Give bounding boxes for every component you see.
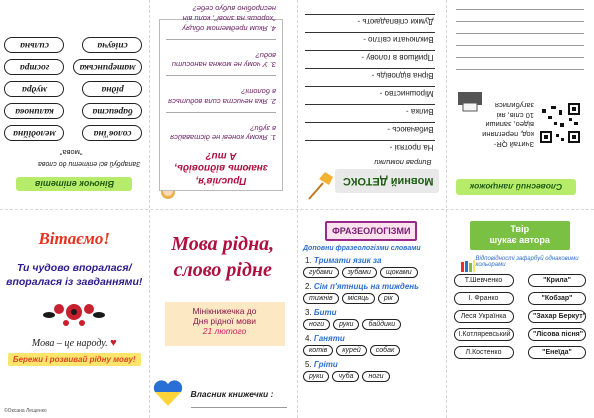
author-work-row xyxy=(446,274,594,287)
author-pill[interactable]: І. Франко xyxy=(454,292,514,305)
welcome-text: Ти чудово впоралася/ впоралася із завданнями! xyxy=(6,262,143,288)
proverbs-question: 4. Яким предметом обіцяу "хорошь на злові", коли він неспробіно вибуо себе? xyxy=(182,4,276,33)
minibook-line: Дня рідної мови xyxy=(193,316,256,327)
answer-lines xyxy=(456,7,584,79)
epithet-pill[interactable]: рідна xyxy=(83,81,143,97)
author-pill[interactable]: Леся Українка xyxy=(454,310,514,323)
proverbs-title-line: А ти? xyxy=(205,150,237,161)
idiom-question: Сім п'ятниць на тиждень xyxy=(313,282,419,291)
cover-title xyxy=(149,231,298,283)
answer-line[interactable] xyxy=(166,39,276,46)
idiom-option[interactable]: собак xyxy=(370,345,401,356)
proverbs-question: 3. У чому не можна наносити води? xyxy=(171,50,276,70)
idiom-item xyxy=(305,282,446,291)
idiom-number: 2. xyxy=(305,282,312,291)
proverbs-title-line: знають відповідь, xyxy=(174,162,268,174)
epithet-pill[interactable]: материнська xyxy=(73,59,143,75)
cover-title-line: Мова рідна, xyxy=(171,233,275,255)
panel-welcome xyxy=(0,209,149,418)
idiom-option[interactable]: щоками xyxy=(380,267,418,278)
flower-ornament-icon xyxy=(39,295,109,329)
idiom-options xyxy=(303,267,446,278)
minibook-label xyxy=(165,302,285,346)
qr-instruction-line: 10 слів, які xyxy=(496,110,534,120)
epithet-row xyxy=(5,103,143,119)
welcome-call: Бережи і розвивай рідну мову! xyxy=(8,353,141,366)
epithet-row xyxy=(5,125,143,141)
epithet-row xyxy=(5,37,143,53)
detox-item[interactable]: Думки співпадають - xyxy=(306,14,436,29)
idiom-question: Ганяти xyxy=(313,334,345,343)
idioms-title: ФРАЗЕОЛОГІЗМИ xyxy=(325,221,417,241)
panel-cover xyxy=(149,209,298,418)
ballot-box-icon xyxy=(456,91,484,113)
work-pill[interactable]: "Крила" xyxy=(528,274,586,287)
idiom-number: 5. xyxy=(305,360,312,369)
idiom-options xyxy=(303,345,446,356)
proverbs-question: 1. Якому коневі не діставайся в зуби? xyxy=(170,123,276,143)
cover-title-line: слово рідне xyxy=(173,259,272,281)
answer-line[interactable] xyxy=(456,45,584,55)
detox-item[interactable]: Вилка - xyxy=(306,104,436,119)
panel-find-author xyxy=(446,209,594,418)
detox-item[interactable]: Вірна відповідь - xyxy=(306,68,436,83)
idiom-question: Тримати язик за xyxy=(313,256,382,265)
idiom-option[interactable]: котів xyxy=(303,345,333,356)
minibook-line: Мінікнижечка до xyxy=(192,306,257,316)
epithet-pill[interactable]: сильна xyxy=(5,37,65,53)
epithet-pill[interactable]: барвиста xyxy=(83,103,143,119)
epithets-instruction-text: Запарбуй всі епітети до слова xyxy=(38,160,141,167)
epithet-pill[interactable]: солов'їна xyxy=(83,125,143,141)
detox-item[interactable]: Мірошниство - xyxy=(306,86,436,101)
panel-language-detox xyxy=(297,0,446,209)
idiom-item xyxy=(305,360,446,369)
detox-item[interactable]: Прийшов в голову - xyxy=(306,50,436,65)
answer-line[interactable] xyxy=(456,57,584,67)
epithet-row xyxy=(5,81,143,97)
qr-instruction-line: Зчитай QR- xyxy=(493,140,534,149)
epithets-instruction xyxy=(38,160,140,167)
ukraine-heart-icon xyxy=(151,375,185,409)
idiom-number: 1. xyxy=(305,256,312,265)
minibook-date: 21 лютого xyxy=(202,326,247,337)
proverbs-question: 2. Яка нечиста сила водиться в болоті? xyxy=(168,87,276,106)
detox-list xyxy=(306,11,436,155)
idiom-options xyxy=(303,319,446,330)
epithet-pill[interactable]: гостра xyxy=(5,59,65,75)
detox-item[interactable]: Вибачаюсь - xyxy=(306,122,436,137)
idiom-question: Бити xyxy=(313,308,337,317)
idiom-option[interactable]: курей xyxy=(336,345,366,356)
idiom-item xyxy=(305,334,446,343)
author-work-row xyxy=(446,346,594,359)
welcome-title: Вітаємо! xyxy=(38,229,111,248)
broom-icon xyxy=(306,171,336,201)
epithet-row xyxy=(5,59,143,75)
detox-title: Мовний ДЕТОКС xyxy=(336,169,440,193)
find-author-title xyxy=(470,221,570,250)
idiom-item xyxy=(305,256,446,265)
epithets-grid xyxy=(5,31,143,141)
idiom-option[interactable]: ноги xyxy=(303,319,330,330)
proverbs-title xyxy=(160,149,282,187)
bottom-half xyxy=(0,209,594,418)
word-chain-title: Словесний ланцюжок xyxy=(456,179,576,195)
panel-epithets xyxy=(0,0,149,209)
idioms-subtitle: Доповни фразеологізми словами xyxy=(303,245,421,252)
epithet-pill[interactable]: калинова xyxy=(5,103,65,119)
qr-instruction-line: загубилися xyxy=(494,101,534,110)
answer-line[interactable] xyxy=(456,69,584,79)
heart-icon: ♥ xyxy=(110,337,117,350)
proverbs-title-line: Прислів'я, xyxy=(195,175,247,186)
idiom-options xyxy=(303,293,446,304)
idiom-options xyxy=(303,371,446,382)
answer-line[interactable] xyxy=(456,9,584,19)
author-credit: ©Оксана Лещенко xyxy=(4,408,47,414)
detox-item[interactable]: На протязі - xyxy=(306,140,436,155)
panel-proverbs-quiz xyxy=(149,0,298,209)
paint-palette-icon xyxy=(460,259,476,273)
idiom-option[interactable]: байдики xyxy=(362,319,401,330)
epithet-pill[interactable]: співуча xyxy=(83,37,143,53)
welcome-motto xyxy=(0,337,149,349)
find-author-title-line: шукає автора xyxy=(489,235,550,246)
epithet-pill[interactable]: мудра xyxy=(5,81,65,97)
qr-code-icon[interactable] xyxy=(538,101,582,145)
detox-item[interactable]: Виключати світло - xyxy=(306,32,436,47)
idiom-number: 4. xyxy=(305,334,312,343)
idiom-number: 3. xyxy=(305,308,312,317)
detox-caption: Виправ помилки xyxy=(374,158,432,167)
idiom-option[interactable]: губами xyxy=(303,267,339,278)
qr-instruction xyxy=(482,100,534,149)
author-work-row xyxy=(446,328,594,341)
idiom-option[interactable]: ноги xyxy=(362,371,389,382)
idiom-option[interactable]: рік xyxy=(378,293,399,304)
find-author-rows xyxy=(446,274,594,359)
work-pill[interactable]: "Захар Беркут" xyxy=(528,310,586,323)
epithet-pill[interactable]: мелодійна xyxy=(5,125,65,141)
idiom-item xyxy=(305,308,446,317)
work-pill[interactable]: "Енеїда" xyxy=(528,346,586,359)
epithets-word: "мова" xyxy=(59,148,83,157)
author-work-row xyxy=(446,310,594,323)
author-work-row xyxy=(446,292,594,305)
author-pill[interactable]: Л.Костенко xyxy=(454,346,514,359)
panel-word-chain xyxy=(446,0,594,209)
idiom-option[interactable]: руки xyxy=(303,371,329,382)
qr-instruction-line: відео, запиши xyxy=(485,120,534,130)
idiom-option[interactable]: тижнів xyxy=(303,293,339,304)
author-pill[interactable]: І.Котляревський xyxy=(454,328,514,341)
proverbs-frame xyxy=(159,4,283,191)
answer-line[interactable] xyxy=(166,76,276,83)
answer-line[interactable] xyxy=(456,21,584,31)
welcome-motto-text: Мова – це народу. xyxy=(31,338,108,350)
find-author-title-line: Твір xyxy=(510,224,530,234)
owner-label: Власник книжечки : xyxy=(190,389,274,399)
work-pill[interactable]: "Кобзар" xyxy=(528,292,586,305)
work-pill[interactable]: "Лісова пісня" xyxy=(528,328,586,341)
idiom-option[interactable]: зубами xyxy=(342,267,377,278)
author-pill[interactable]: Т.Шевченко xyxy=(454,274,514,287)
idiom-option[interactable]: руки xyxy=(333,319,359,330)
epithets-banner: Віночок епітетів xyxy=(17,177,133,191)
qr-instruction-line: код, перегляни xyxy=(482,130,534,140)
idiom-option[interactable]: місяць xyxy=(342,293,375,304)
panel-idioms xyxy=(297,209,446,418)
epithets-word-text: мова xyxy=(62,148,80,157)
answer-line[interactable] xyxy=(166,112,276,119)
idiom-option[interactable]: чуба xyxy=(332,371,359,382)
answer-line[interactable] xyxy=(456,33,584,43)
find-author-subtitle: Відповідності зафарбуй однаковими кольорами xyxy=(475,255,579,268)
owner-line[interactable] xyxy=(191,407,287,408)
idiom-question: Гріти xyxy=(313,360,338,369)
